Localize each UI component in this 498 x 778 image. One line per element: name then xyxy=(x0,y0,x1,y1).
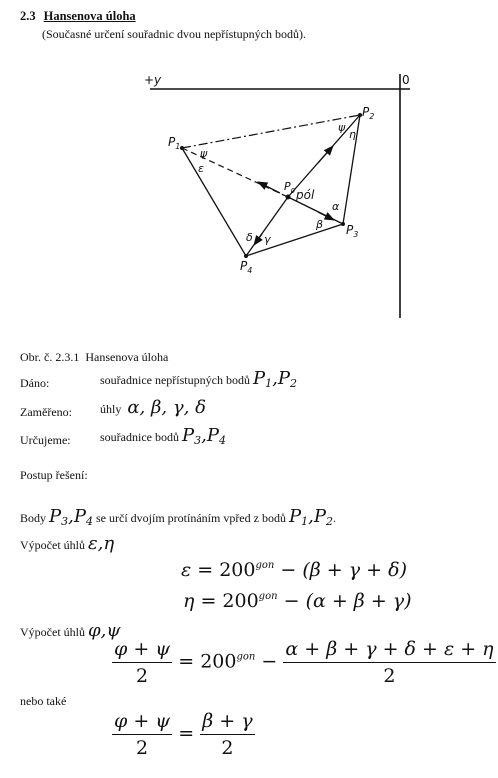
pole-label: pól xyxy=(296,188,315,202)
arrow-to-p4 xyxy=(254,234,262,245)
equation-eta: $\eta = 200^{gon} - (\alpha + \beta + \gamma)$ xyxy=(183,590,412,612)
label-p3: $P_3$ xyxy=(346,223,359,239)
measured-row: úhly α, β, γ, δ xyxy=(100,397,206,418)
points-sentence: Body $P_3,P_4$ se určí dvojím protínáním vpřed z bodů $P_1,P_2$. xyxy=(20,506,336,528)
section-heading xyxy=(20,9,136,24)
angle-alpha: α xyxy=(332,200,340,213)
angles-eps-eta-label: Výpočet úhlů ε,η xyxy=(20,533,115,554)
section-subtitle: (Současné určení souřadnic dvou nepřístupných bodů). xyxy=(42,27,306,41)
label-p1: $P_1$ xyxy=(168,135,181,151)
label-p0: $P_0$ xyxy=(284,180,296,195)
line-p1-p4 xyxy=(182,148,246,256)
label-p2: $P_2$ xyxy=(362,105,375,121)
origin-label: 0 xyxy=(402,73,410,87)
baseline-p1-p2 xyxy=(182,115,360,148)
section-number: 2.3 xyxy=(20,9,36,23)
angle-delta: δ xyxy=(246,231,253,244)
line-p4-p3 xyxy=(246,224,343,256)
angles-phi-psi-label: Výpočet úhlů φ,ψ xyxy=(20,620,121,641)
angle-gamma: γ xyxy=(264,233,271,246)
ray-p4-pole xyxy=(246,197,288,256)
measured-label: Zaměřeno: xyxy=(20,405,72,419)
procedure-label: Postup řešení: xyxy=(20,468,88,482)
given-row: souřadnice nepřístupných bodů $P_1,P_2$ xyxy=(100,368,297,390)
arrow-to-p1 xyxy=(258,182,280,193)
point-pole xyxy=(286,195,291,200)
angle-eta: η xyxy=(349,128,356,141)
equation-phi-psi: $\frac{\varphi + \psi}{2}$ = $200^{gon}$ − $\frac{\alpha + \beta + \gamma + \delta + \varepsilon + \eta}{2}$ xyxy=(114,638,494,687)
angle-psi-p2: ψ xyxy=(338,121,346,134)
unknown-row: souřadnice bodů $P_3,P_4$ xyxy=(100,425,226,447)
angle-beta: β xyxy=(316,218,324,231)
figure-caption: Obr. č. 2.3.1 Hansenova úloha xyxy=(20,350,169,364)
hansen-diagram xyxy=(140,66,420,322)
equation-phi-psi-alt: $\frac{\varphi + \psi}{2}$ = $\frac{\beta + \gamma}{2}$ xyxy=(114,710,253,759)
point-p1 xyxy=(180,146,184,150)
point-p3 xyxy=(341,222,345,226)
point-p4 xyxy=(244,254,248,258)
angle-psi-p1: ψ xyxy=(200,147,208,160)
arrow-to-p2 xyxy=(318,146,333,163)
given-label: Dáno: xyxy=(20,376,50,390)
section-title: Hansenova úloha xyxy=(43,9,136,23)
or-also-label: nebo také xyxy=(20,694,67,708)
y-axis-label: +y xyxy=(144,73,162,87)
unknown-label: Určujeme: xyxy=(20,433,71,447)
label-p4: $P_4$ xyxy=(240,259,253,275)
equation-epsilon: $\varepsilon = 200^{gon} - (\beta + \gamma + \delta)$ xyxy=(181,559,407,581)
angle-epsilon: ε xyxy=(198,162,204,175)
